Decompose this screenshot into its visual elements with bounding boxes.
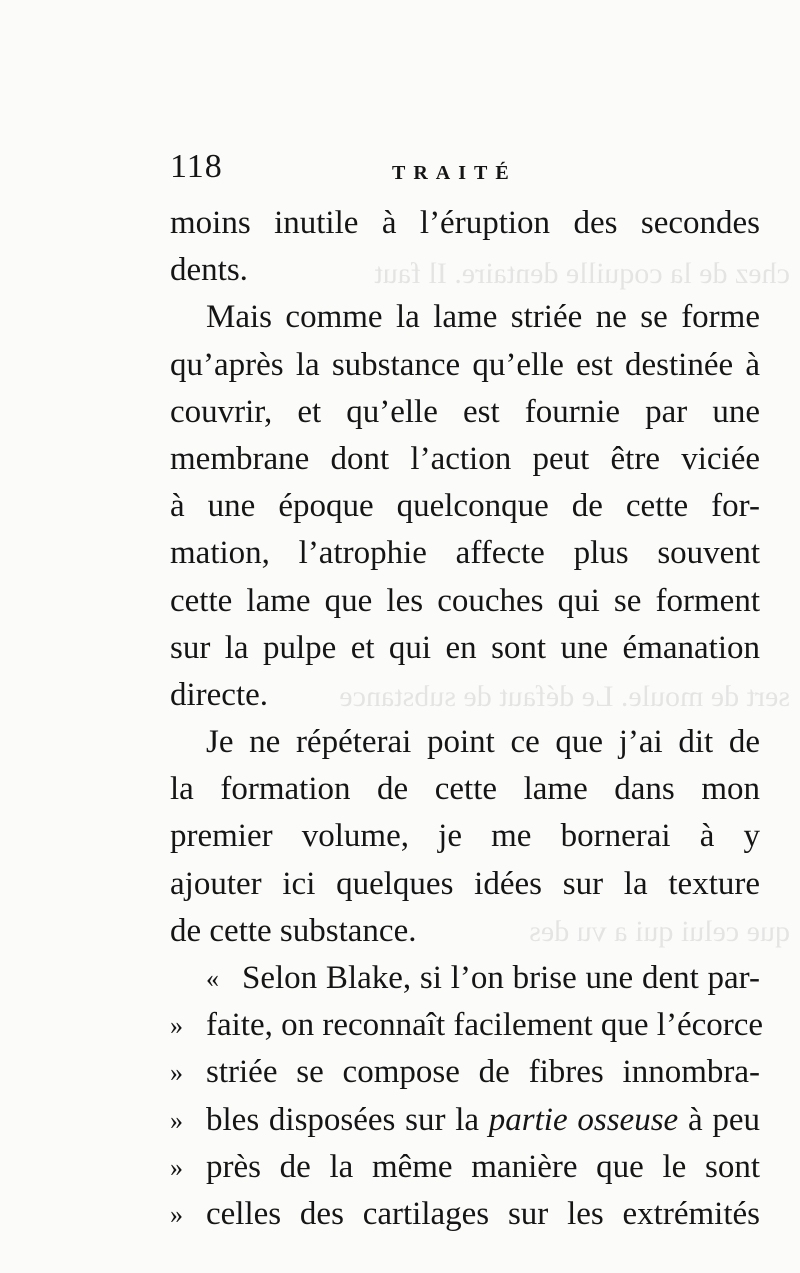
running-head	[170, 148, 570, 188]
text-line: de cette substance.	[170, 912, 417, 949]
text-line: mation, l’atrophie affecte plus souvent	[170, 535, 760, 572]
continuation-quote-mark: »	[170, 1199, 183, 1229]
quote-text	[206, 1102, 760, 1138]
open-quote-mark: «	[206, 964, 219, 993]
text-line: sur la pulpe et qui en sont une émanation	[170, 629, 760, 666]
quote-text: faite, on reconnaît facilement que l’écorce	[206, 1007, 764, 1044]
quote-line	[170, 1191, 760, 1238]
quote-line	[170, 1144, 760, 1191]
running-title: TRAITÉ	[392, 162, 517, 184]
paragraph	[170, 719, 760, 955]
quote-line	[170, 955, 760, 1002]
quote-text: Selon Blake, si l’on brise une dent par-	[242, 960, 760, 996]
bleed-line: sert de moule. Le défaut de substance	[339, 680, 790, 713]
text-line: ajouter ici quelques idées sur la texture	[170, 865, 760, 902]
italic-term: partie osseuse	[488, 1101, 679, 1138]
paragraph-continuation	[170, 200, 760, 294]
continuation-quote-mark: »	[170, 1152, 183, 1182]
text-line: qu’après la substance qu’elle est destinée à	[170, 346, 760, 383]
text-line: dents.	[170, 252, 248, 289]
text-line: directe.	[170, 676, 269, 713]
paragraph	[170, 294, 760, 719]
continuation-quote-mark: »	[170, 1105, 183, 1135]
body-text	[170, 200, 764, 1238]
text-line: moins inutile à l’éruption des secondes	[170, 205, 760, 241]
quote-line	[170, 1097, 760, 1144]
text-line: cette lame que les couches qui se forment	[170, 582, 760, 619]
text-line: Je ne répéterai point ce que j’ai dit de	[206, 724, 760, 761]
text-line: membrane dont l’action peut être viciée	[170, 440, 760, 477]
text-line: la formation de cette lame dans mon	[170, 771, 760, 808]
bleed-line: chez de la coquille dentaire. Il faut	[374, 257, 790, 290]
quote-text: striée se compose de fibres innombra-	[206, 1054, 760, 1091]
quote-text: près de la même manière que le sont	[206, 1148, 760, 1185]
block-quote	[170, 955, 764, 1238]
text-line: Mais comme la lame striée ne se forme	[206, 299, 760, 336]
page-number: 118	[170, 148, 223, 185]
quote-text-plain: à peu	[678, 1101, 760, 1138]
quote-text: celles des cartilages sur les extrémités	[206, 1195, 760, 1232]
bleed-line: que celui qui a vu des	[529, 915, 790, 948]
quote-text-plain: bles disposées sur la	[206, 1101, 489, 1138]
text-line: à une époque quelconque de cette for-	[170, 488, 760, 525]
quote-line	[170, 1049, 760, 1096]
continuation-quote-mark: »	[170, 1058, 183, 1088]
text-line: premier volume, je me bornerai à y	[170, 818, 760, 855]
continuation-quote-mark: »	[170, 1011, 183, 1041]
quote-line	[170, 1002, 764, 1049]
text-line: couvrir, et qu’elle est fournie par une	[170, 393, 760, 430]
